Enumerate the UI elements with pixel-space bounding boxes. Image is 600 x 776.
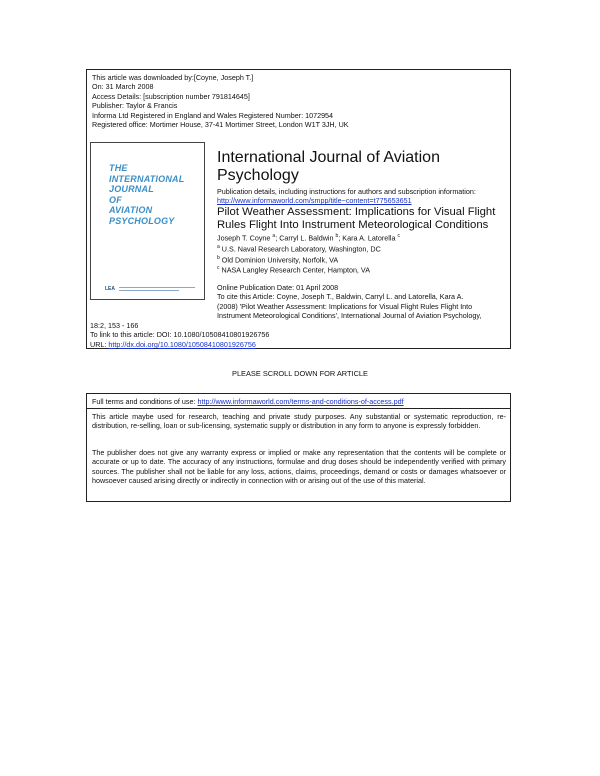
authors-block [217,232,509,275]
terms-link[interactable]: http://www.informaworld.com/terms-and-conditions-of-access.pdf [197,397,404,406]
access-details: Access Details: [subscription number 791814645] [92,91,250,101]
affiliation-a: $^a$ U.S. Naval Research Laboratory, Washington, DC [217,243,381,254]
download-info [92,73,349,129]
download-line: This article was downloaded by:[Coyne, Joseph T.] [92,73,254,82]
journal-cover-image [90,142,205,300]
journal-link[interactable]: http://www.informaworld.com/smpp/title~content=t775653651 [217,196,412,205]
scroll-message: PLEASE SCROLL DOWN FOR ARTICLE [232,369,368,378]
journal-title: International Journal of Aviation Psychology [217,149,440,184]
doi-line: To link to this article: DOI: 10.1080/10508410801926756 [90,330,270,340]
terms-line: Full terms and conditions of use: http://www.informaworld.com/terms-and-conditions-of-access.pdf [92,397,404,406]
volume-block [90,321,510,349]
author-list: Joseph T. Coyne $^a$; Carryl L. Baldwin $^b$; Kara A. Latorella $^c$ [217,233,400,243]
online-pub-date: Online Publication Date: 01 April 2008 [217,283,339,292]
registration: Informa Ltd Registered in England and Wales Registered Number: 1072954 [92,110,334,120]
citation-block: Online Publication Date: 01 April 2008 To cite this Article: Coyne, Joseph T., Baldwin, Carryl L. and Latorella, Kara A. (2008) 'Pilot Weather Assessment: Implications for Visual Flight Rules Flight Into Instrument Meteorological Conditions', International Journal of Aviation Psychology, [217,283,509,320]
cover-title: THE INTERNATIONAL JOURNAL OF AVIATION PSYCHOLOGY [109,163,185,226]
volume-pages: 18:2, 153 - 166 [90,321,139,330]
cover-publisher-logo [105,286,195,292]
affiliation-c: $^c$ NASA Langley Research Center, Hampton, VA [217,265,370,275]
registered-office: Registered office: Mortimer House, 37-41 Mortimer Street, London W1T 3JH, UK [92,120,349,130]
terms-divider [86,408,511,409]
publisher-logo-icon: LEA [105,286,115,292]
publisher: Publisher: Taylor & Francis [92,101,178,111]
url-line: URL: http://dx.doi.org/10.1080/10508410801926756 [90,339,256,349]
article-title: Pilot Weather Assessment: Implications for Visual Flight Rules Flight Into Instrument Meteorological Conditions [217,206,496,231]
usage-paragraph: This article maybe used for research, teaching and private study purposes. Any substantial or systematic reproduction, re-distribution, re-selling, loan or sub-licensing, systematic supply or distribution in any form to anyone is expressly forbidden. [92,412,506,431]
disclaimer-paragraph: The publisher does not give any warranty express or implied or make any representation that the contents will be complete or accurate or up to date. The accuracy of any instructions, formulae and drug doses should be independently verified with primary sources. The publisher shall not be liable for any loss, actions, claims, proceedings, demand or costs or damages whatsoever or howsoever caused arising directly or indirectly in connection with or arising out of the use of this material. [92,448,506,485]
doi-link[interactable]: http://dx.doi.org/10.1080/10508410801926756 [108,339,256,349]
publication-details: Publication details, including instructions for authors and subscription information: http://www.informaworld.com/smpp/title~content=t775653651 [217,187,476,205]
affiliation-b: $^b$ Old Dominion University, Norfolk, VA [217,254,339,264]
download-date: On: 31 March 2008 [92,82,154,92]
